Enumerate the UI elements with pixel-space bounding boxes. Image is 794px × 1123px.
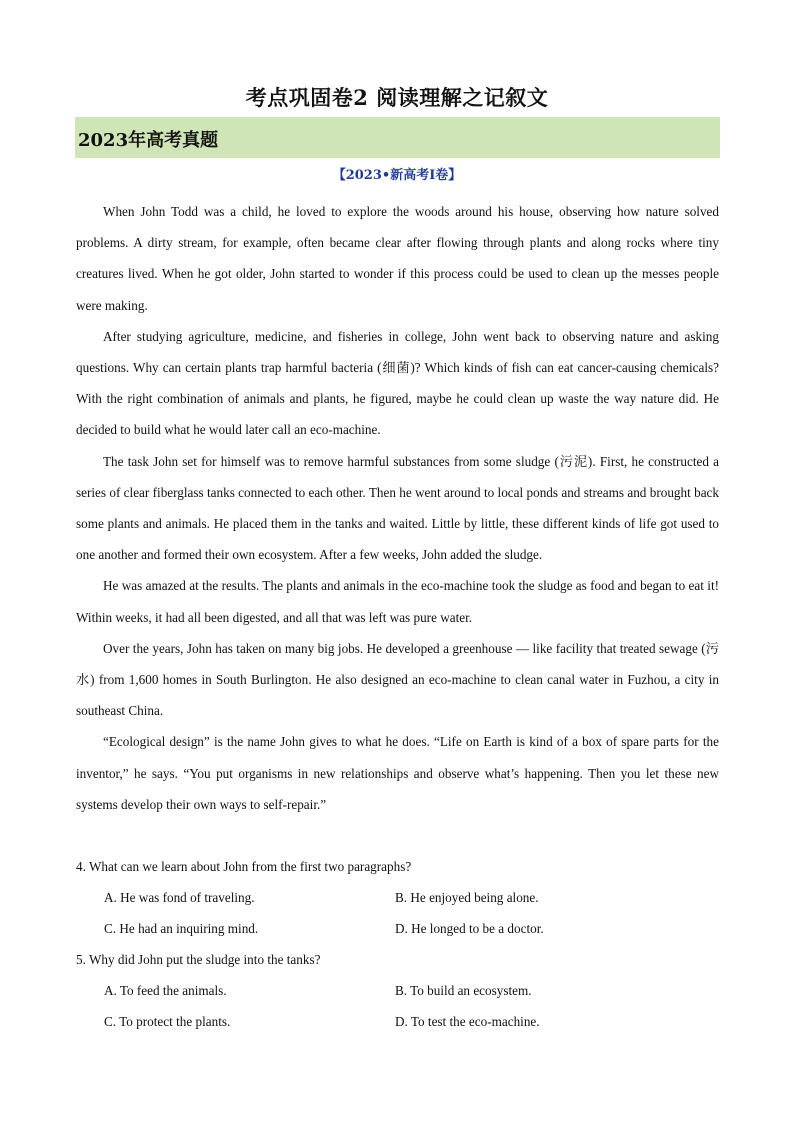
question-5 (76, 944, 719, 1037)
paragraph-3: The task John set for himself was to remove harmful substances from some sludge (污泥). First, he constructed a series of clear fiberglass tanks connected to each other. Then he went around to local ponds and streams and brought back some plants and animals. He placed them in the tanks and waited. Little by little, these different kinds of life got used to one another and formed their own ecosystem. After a few weeks, John added the sludge. (76, 453, 719, 563)
option-b: B. To build an ecosystem. (395, 983, 532, 998)
option-row (76, 975, 719, 1006)
questions-section (76, 851, 719, 1037)
option-a: A. To feed the animals. (104, 983, 227, 998)
option-row (76, 913, 719, 944)
section-title: 2023年高考真题 (78, 130, 219, 151)
page-title: 考点巩固卷2 阅读理解之记叙文 (245, 85, 549, 110)
option-b: B. He enjoyed being alone. (395, 890, 539, 905)
question-stem: 4. What can we learn about John from the first two paragraphs? (76, 859, 412, 874)
question-stem: 5. Why did John put the sludge into the tanks? (76, 952, 321, 967)
paragraph-1: When John Todd was a child, he loved to explore the woods around his house, observing how nature solved problems. A dirty stream, for example, often became clear after flowing through plants and along rocks where tiny creatures lived. When he got older, John started to wonder if this process could be used to clean up the messes people were making. (76, 204, 719, 313)
option-c: C. He had an inquiring mind. (104, 921, 259, 936)
section-header (75, 117, 720, 158)
paragraph-4: He was amazed at the results. The plants and animals in the eco-machine took the sludge as food and began to eat it! Within weeks, it had all been digested, and all that was left was pure water. (76, 578, 719, 625)
exam-source: 【2023•新高考I卷】 (332, 168, 462, 183)
paragraph-5: Over the years, John has taken on many big jobs. He developed a greenhouse — like facility that treated sewage (污水) from 1,600 homes in South Burlington. He also designed an eco-machine to clean canal water in Fuzhou, a city in southeast China. (76, 640, 719, 719)
option-row (76, 1006, 719, 1037)
option-c: C. To protect the plants. (104, 1014, 231, 1029)
reading-passage (76, 196, 719, 820)
paragraph-6: “Ecological design” is the name John gives to what he does. “Life on Earth is kind of a box of spare parts for the inventor,” he says. “You put organisms in new relationships and observe what’s happening. Then you let these new systems develop their own ways to self-repair.” (76, 734, 719, 812)
question-4 (76, 851, 719, 944)
option-d: D. He longed to be a doctor. (395, 921, 544, 936)
option-a: A. He was fond of traveling. (104, 890, 255, 905)
option-d: D. To test the eco-machine. (395, 1014, 540, 1029)
option-row (76, 882, 719, 913)
paragraph-2: After studying agriculture, medicine, and fisheries in college, John went back to observing nature and asking questions. Why can certain plants trap harmful bacteria (细菌)? Which kinds of fish can eat cancer-causing chemicals? With the right combination of animals and plants, he figured, maybe he could clean up waste the way nature did. He decided to build what he would later call an eco-machine. (76, 328, 719, 438)
